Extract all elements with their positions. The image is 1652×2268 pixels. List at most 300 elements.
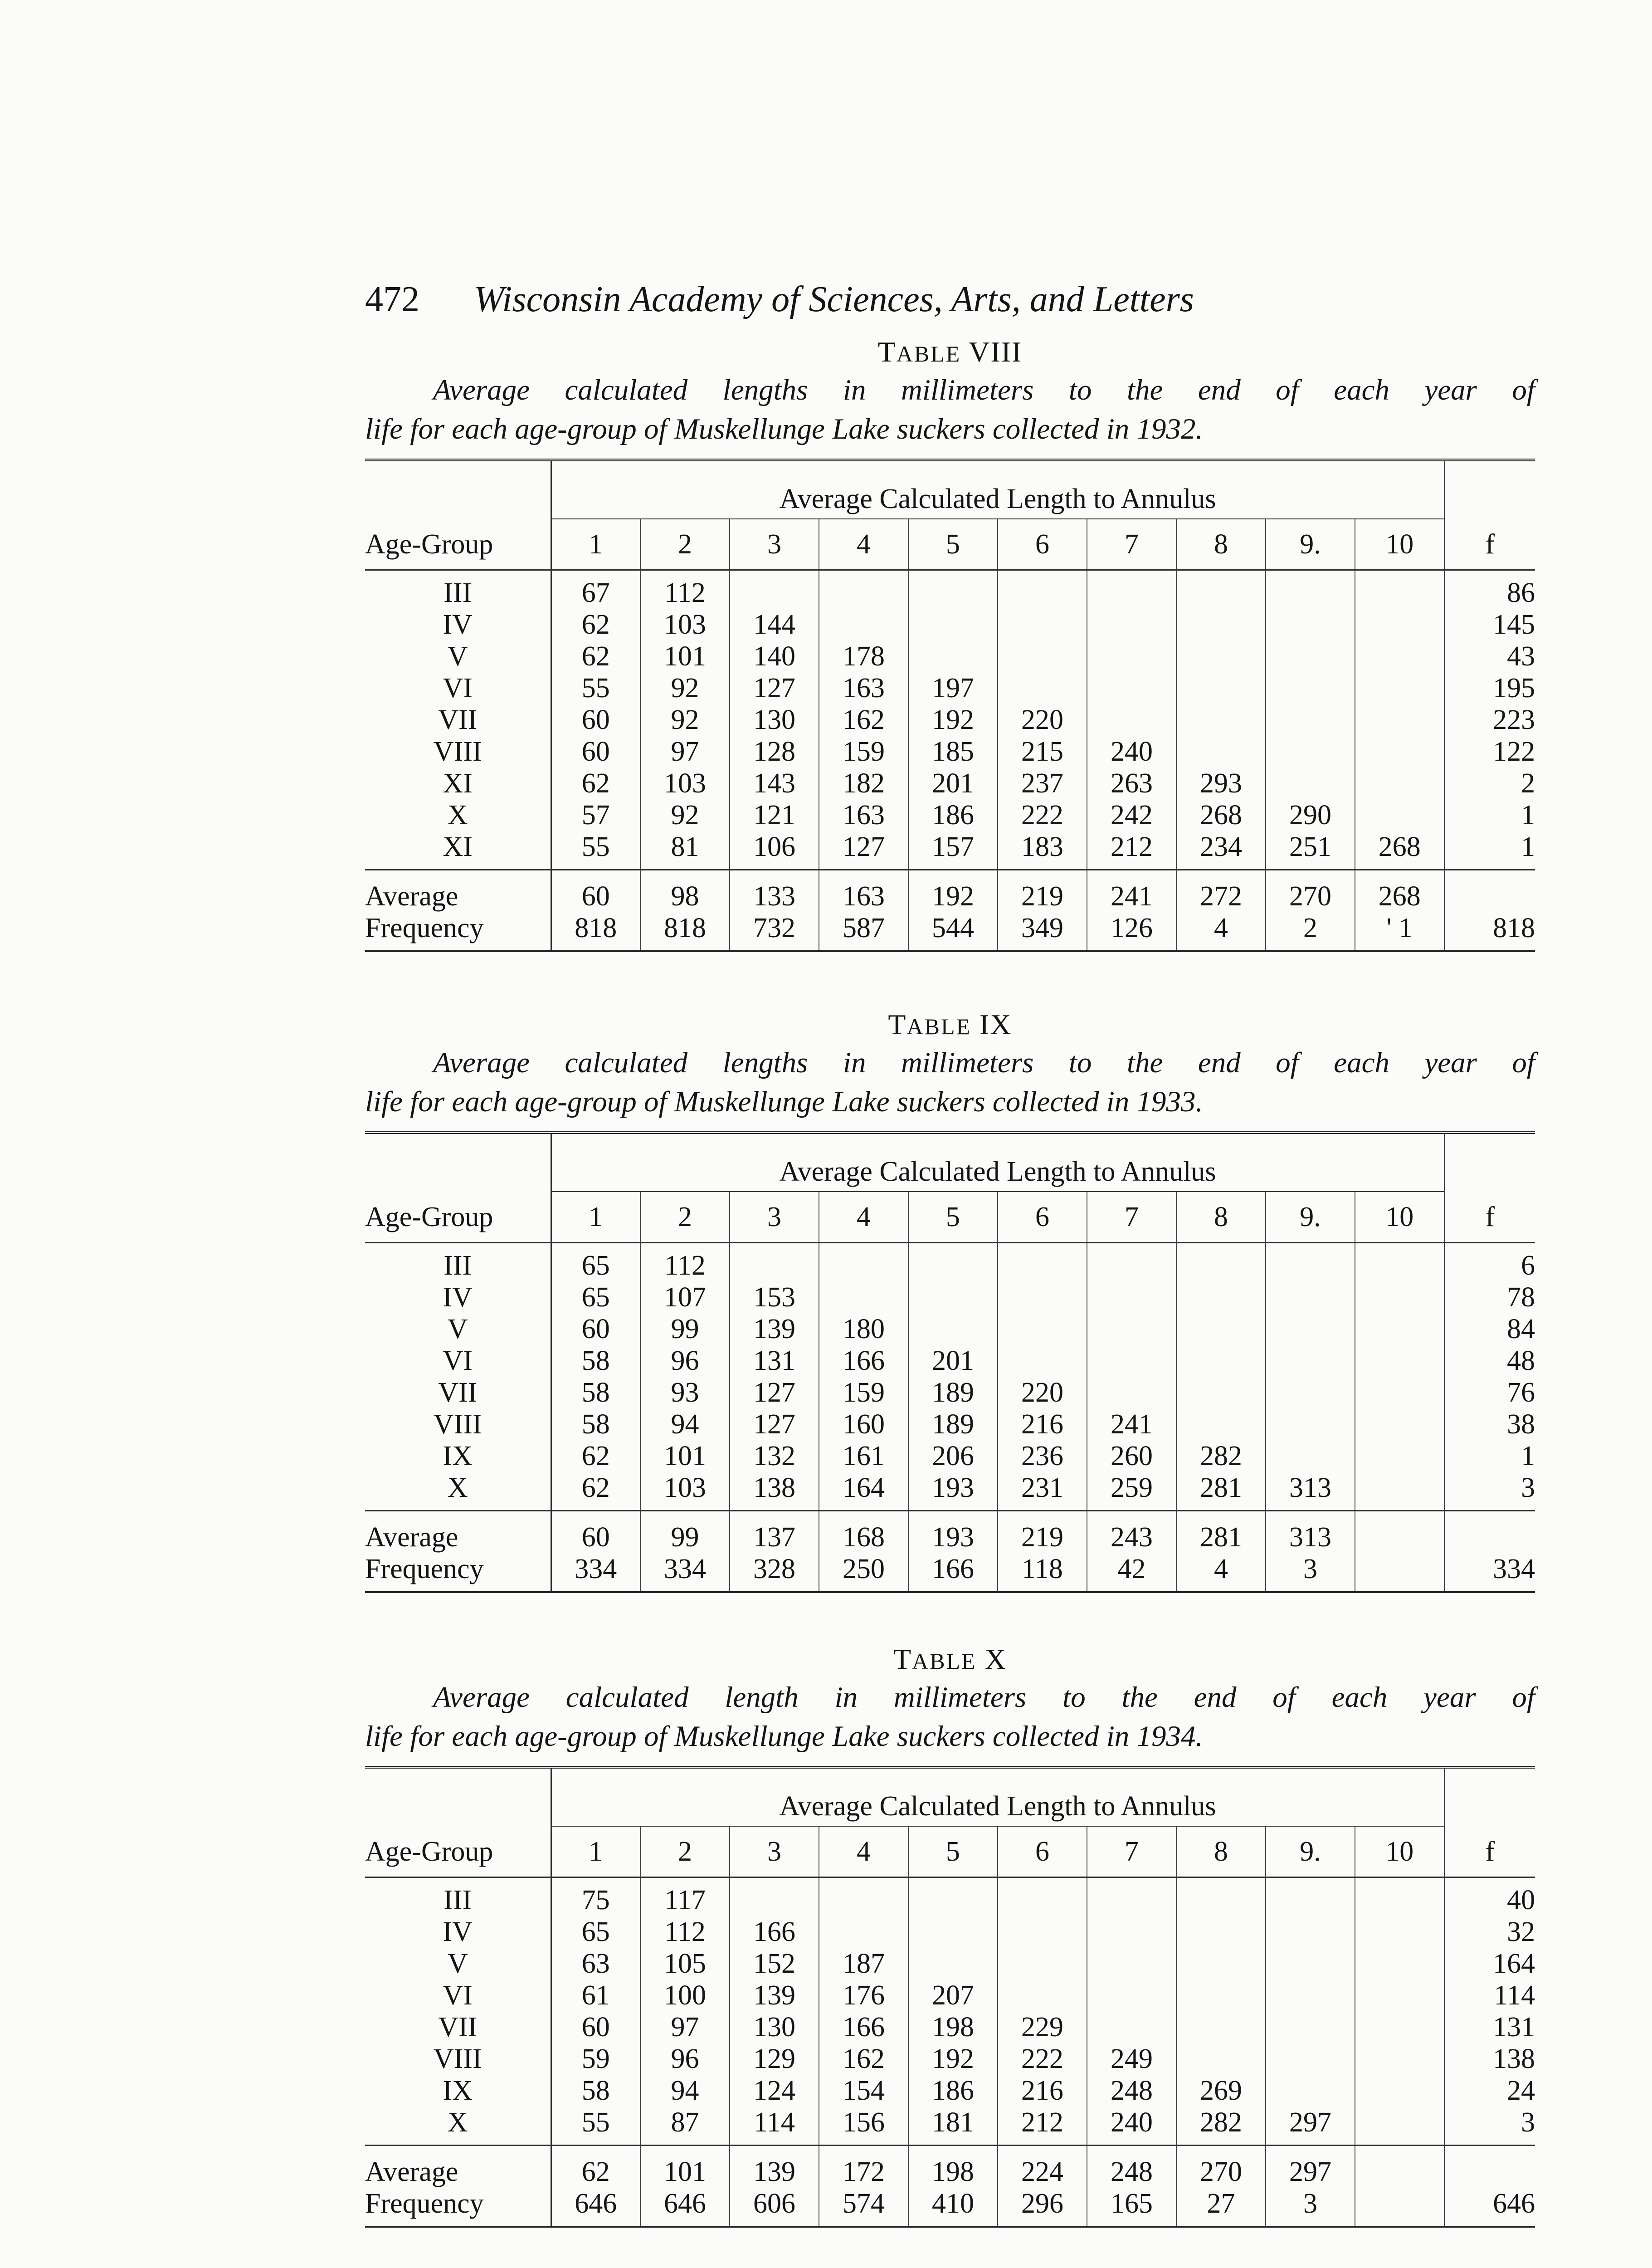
table-row: [365, 704, 1535, 736]
age-group-cell: VII: [365, 704, 551, 736]
length-cell: [1176, 2043, 1266, 2075]
length-cell: [1266, 1345, 1355, 1377]
length-cell: 58: [551, 1408, 640, 1440]
summary-cell: 241: [1087, 870, 1176, 913]
length-cell: 193: [908, 1472, 998, 1511]
length-cell: 212: [1087, 831, 1176, 870]
length-cell: 100: [640, 1980, 730, 2011]
table-row: [365, 640, 1535, 672]
length-cell: [1266, 767, 1355, 799]
length-cell: [1087, 640, 1176, 672]
length-cell: 212: [998, 2107, 1087, 2146]
length-cell: 236: [998, 1440, 1087, 1472]
length-cell: [1176, 672, 1266, 704]
page-header: [365, 279, 1535, 320]
header-row: [365, 1133, 1535, 1192]
length-cell: [908, 1243, 998, 1282]
length-cell: [998, 1877, 1087, 1916]
summary-cell: 349: [998, 912, 1087, 951]
length-cell: 94: [640, 1408, 730, 1440]
summary-cell: 3: [1266, 1553, 1355, 1592]
summary-cell: 334: [551, 1553, 640, 1592]
table-ix-block: [365, 1006, 1535, 1593]
table-row: [365, 799, 1535, 831]
table-row: [365, 1472, 1535, 1511]
header-blank: [365, 1767, 551, 1826]
col-header-annulus: 3: [730, 519, 819, 570]
length-cell: [998, 609, 1087, 640]
length-cell: 269: [1176, 2075, 1266, 2107]
data-table: [365, 459, 1535, 952]
summary-cell: 646: [551, 2188, 640, 2227]
frequency-f-cell: 40: [1444, 1877, 1535, 1916]
table-row: [365, 1877, 1535, 1916]
length-cell: 103: [640, 767, 730, 799]
length-cell: 263: [1087, 767, 1176, 799]
frequency-row: [365, 912, 1535, 951]
table-row: [365, 2043, 1535, 2075]
col-header-annulus: 5: [908, 519, 998, 570]
col-header-age-group: Age-Group: [365, 519, 551, 570]
summary-cell: 101: [640, 2146, 730, 2188]
table-viii-block: [365, 333, 1535, 952]
length-cell: 129: [730, 2043, 819, 2075]
table-row: [365, 1243, 1535, 1282]
length-cell: 121: [730, 799, 819, 831]
data-table: [365, 1766, 1535, 2228]
length-cell: 130: [730, 704, 819, 736]
length-cell: 282: [1176, 1440, 1266, 1472]
summary-cell: 168: [819, 1511, 908, 1554]
length-cell: 197: [908, 672, 998, 704]
length-cell: 144: [730, 609, 819, 640]
length-cell: 127: [730, 1377, 819, 1408]
length-cell: 60: [551, 2011, 640, 2043]
length-cell: 65: [551, 1281, 640, 1313]
length-cell: 138: [730, 1472, 819, 1511]
header-row: [365, 460, 1535, 519]
age-group-cell: III: [365, 1877, 551, 1916]
summary-cell: 133: [730, 870, 819, 913]
summary-cell: [1355, 2146, 1444, 2188]
length-cell: 96: [640, 2043, 730, 2075]
summary-cell: 163: [819, 870, 908, 913]
length-cell: [1266, 1916, 1355, 1948]
summary-cell: 172: [819, 2146, 908, 2188]
length-cell: [908, 640, 998, 672]
frequency-f-cell: 195: [1444, 672, 1535, 704]
length-cell: 248: [1087, 2075, 1176, 2107]
length-cell: 240: [1087, 2107, 1176, 2146]
length-cell: [819, 570, 908, 609]
length-cell: [1087, 1313, 1176, 1345]
length-cell: 201: [908, 767, 998, 799]
length-cell: [1266, 1980, 1355, 2011]
frequency-f-cell: 122: [1444, 736, 1535, 767]
length-cell: 87: [640, 2107, 730, 2146]
length-cell: 186: [908, 799, 998, 831]
table-row: [365, 767, 1535, 799]
length-cell: 55: [551, 831, 640, 870]
summary-f-cell: [1444, 2146, 1535, 2188]
length-cell: [998, 570, 1087, 609]
length-cell: [1176, 736, 1266, 767]
length-cell: 97: [640, 2011, 730, 2043]
frequency-f-cell: 48: [1444, 1345, 1535, 1377]
length-cell: 124: [730, 2075, 819, 2107]
summary-cell: 297: [1266, 2146, 1355, 2188]
length-cell: 58: [551, 2075, 640, 2107]
length-cell: 63: [551, 1948, 640, 1980]
length-cell: 62: [551, 1472, 640, 1511]
table-title: [365, 1006, 1535, 1043]
length-cell: [1355, 672, 1444, 704]
frequency-f-cell: 164: [1444, 1948, 1535, 1980]
col-header-annulus: 9.: [1266, 1192, 1355, 1243]
length-cell: 92: [640, 672, 730, 704]
length-cell: [1087, 704, 1176, 736]
length-cell: 241: [1087, 1408, 1176, 1440]
length-cell: 259: [1087, 1472, 1176, 1511]
length-cell: [1087, 672, 1176, 704]
length-cell: [998, 1345, 1087, 1377]
header-span-label: Average Calculated Length to Annulus: [551, 1133, 1444, 1192]
table-row: [365, 1948, 1535, 1980]
length-cell: [908, 570, 998, 609]
summary-cell: 818: [551, 912, 640, 951]
age-group-cell: VI: [365, 1345, 551, 1377]
length-cell: [1176, 570, 1266, 609]
length-cell: 222: [998, 799, 1087, 831]
length-cell: 112: [640, 1916, 730, 1948]
length-cell: [1266, 2075, 1355, 2107]
summary-cell: 646: [640, 2188, 730, 2227]
length-cell: 152: [730, 1948, 819, 1980]
length-cell: [908, 1281, 998, 1313]
length-cell: 231: [998, 1472, 1087, 1511]
length-cell: 163: [819, 799, 908, 831]
length-cell: 112: [640, 570, 730, 609]
length-cell: 268: [1176, 799, 1266, 831]
age-group-cell: III: [365, 1243, 551, 1282]
data-table: [365, 1131, 1535, 1593]
length-cell: 132: [730, 1440, 819, 1472]
length-cell: 251: [1266, 831, 1355, 870]
length-cell: 189: [908, 1377, 998, 1408]
table-x-block: [365, 1641, 1535, 2228]
summary-cell: 410: [908, 2188, 998, 2227]
length-cell: [1355, 1980, 1444, 2011]
age-group-cell: IV: [365, 1281, 551, 1313]
table-row: [365, 1313, 1535, 1345]
length-cell: 160: [819, 1408, 908, 1440]
length-cell: [1176, 704, 1266, 736]
length-cell: 93: [640, 1377, 730, 1408]
caption-line: Average calculated lengths in millimeters to the end of each year of: [433, 374, 1535, 406]
table-row: [365, 1345, 1535, 1377]
length-cell: 153: [730, 1281, 819, 1313]
summary-f-cell: [1444, 870, 1535, 913]
length-cell: [998, 1916, 1087, 1948]
length-cell: [1176, 1916, 1266, 1948]
summary-cell: 243: [1087, 1511, 1176, 1554]
caption-line: Average calculated lengths in millimeters to the end of each year of: [433, 1046, 1535, 1079]
length-cell: [998, 1243, 1087, 1282]
summary-cell: 732: [730, 912, 819, 951]
length-cell: 101: [640, 1440, 730, 1472]
age-group-cell: VIII: [365, 2043, 551, 2075]
length-cell: 163: [819, 672, 908, 704]
frequency-f-cell: 6: [1444, 1243, 1535, 1282]
summary-cell: 42: [1087, 1553, 1176, 1592]
length-cell: 112: [640, 1243, 730, 1282]
summary-cell: 118: [998, 1553, 1087, 1592]
col-header-annulus: 2: [640, 519, 730, 570]
summary-cell: 313: [1266, 1511, 1355, 1554]
frequency-f-cell: 138: [1444, 2043, 1535, 2075]
length-cell: 92: [640, 704, 730, 736]
length-cell: 103: [640, 1472, 730, 1511]
length-cell: 164: [819, 1472, 908, 1511]
summary-cell: 250: [819, 1553, 908, 1592]
length-cell: 139: [730, 1980, 819, 2011]
length-cell: [1355, 609, 1444, 640]
length-cell: [730, 570, 819, 609]
length-cell: 182: [819, 767, 908, 799]
caption-line: life for each age-group of Muskellunge Lake suckers collected in 1932.: [365, 413, 1203, 445]
col-header-annulus: 9.: [1266, 1826, 1355, 1877]
summary-cell: 281: [1176, 1511, 1266, 1554]
table-title-number: X: [984, 1643, 1007, 1675]
summary-cell: 818: [640, 912, 730, 951]
length-cell: [1176, 1377, 1266, 1408]
length-cell: 61: [551, 1980, 640, 2011]
summary-cell: 224: [998, 2146, 1087, 2188]
header-row: [365, 1767, 1535, 1826]
length-cell: 281: [1176, 1472, 1266, 1511]
length-cell: 58: [551, 1377, 640, 1408]
length-cell: [908, 1916, 998, 1948]
col-header-annulus: 10: [1355, 1192, 1444, 1243]
summary-cell: 166: [908, 1553, 998, 1592]
col-header-annulus: 9.: [1266, 519, 1355, 570]
table-title-word: ABLE: [896, 341, 961, 367]
table-title-prefix: T: [888, 1008, 907, 1041]
col-header-annulus: 2: [640, 1826, 730, 1877]
summary-cell: 4: [1176, 1553, 1266, 1592]
col-header-annulus: 4: [819, 1826, 908, 1877]
summary-f-cell: 818: [1444, 912, 1535, 951]
summary-cell: 165: [1087, 2188, 1176, 2227]
age-group-cell: VII: [365, 2011, 551, 2043]
length-cell: 249: [1087, 2043, 1176, 2075]
length-cell: 55: [551, 672, 640, 704]
length-cell: 159: [819, 736, 908, 767]
column-header-row: [365, 1826, 1535, 1877]
length-cell: 159: [819, 1377, 908, 1408]
length-cell: [1176, 640, 1266, 672]
summary-cell: 62: [551, 2146, 640, 2188]
length-cell: [1087, 2011, 1176, 2043]
length-cell: 297: [1266, 2107, 1355, 2146]
col-header-annulus: 8: [1176, 519, 1266, 570]
length-cell: [1355, 2011, 1444, 2043]
frequency-f-cell: 1: [1444, 799, 1535, 831]
length-cell: [1087, 609, 1176, 640]
length-cell: 234: [1176, 831, 1266, 870]
table-row: [365, 736, 1535, 767]
length-cell: 290: [1266, 799, 1355, 831]
length-cell: [1355, 1440, 1444, 1472]
length-cell: 222: [998, 2043, 1087, 2075]
length-cell: 130: [730, 2011, 819, 2043]
length-cell: [1087, 1243, 1176, 1282]
col-header-annulus: 7: [1087, 1192, 1176, 1243]
length-cell: [998, 672, 1087, 704]
col-header-annulus: 6: [998, 1192, 1087, 1243]
summary-cell: 574: [819, 2188, 908, 2227]
table-title-prefix: T: [893, 1643, 912, 1675]
col-header-annulus: 6: [998, 519, 1087, 570]
length-cell: 216: [998, 2075, 1087, 2107]
journal-title: Wisconsin Academy of Sciences, Arts, and Letters: [474, 279, 1194, 319]
length-cell: [819, 1243, 908, 1282]
col-header-f: f: [1444, 1192, 1535, 1243]
length-cell: 166: [819, 2011, 908, 2043]
length-cell: [1266, 2011, 1355, 2043]
length-cell: [1176, 1980, 1266, 2011]
length-cell: 99: [640, 1313, 730, 1345]
col-header-annulus: 10: [1355, 519, 1444, 570]
summary-cell: 27: [1176, 2188, 1266, 2227]
table-title-word: ABLE: [906, 1014, 972, 1039]
table-row: [365, 831, 1535, 870]
header-span-label: Average Calculated Length to Annulus: [551, 1767, 1444, 1826]
length-cell: 189: [908, 1408, 998, 1440]
column-header-row: [365, 1192, 1535, 1243]
col-header-annulus: 6: [998, 1826, 1087, 1877]
col-header-annulus: 4: [819, 519, 908, 570]
age-group-cell: VII: [365, 1377, 551, 1408]
length-cell: [998, 1948, 1087, 1980]
length-cell: [1355, 799, 1444, 831]
length-cell: 60: [551, 1313, 640, 1345]
col-header-age-group: Age-Group: [365, 1826, 551, 1877]
header-blank: [1444, 1767, 1535, 1826]
length-cell: [1266, 736, 1355, 767]
frequency-f-cell: 3: [1444, 1472, 1535, 1511]
length-cell: 58: [551, 1345, 640, 1377]
length-cell: 242: [1087, 799, 1176, 831]
length-cell: [998, 1313, 1087, 1345]
summary-cell: 270: [1176, 2146, 1266, 2188]
length-cell: [1266, 640, 1355, 672]
col-header-annulus: 8: [1176, 1192, 1266, 1243]
frequency-f-cell: 78: [1444, 1281, 1535, 1313]
summary-f-cell: [1444, 1511, 1535, 1554]
table-row: [365, 609, 1535, 640]
table-row: [365, 1408, 1535, 1440]
length-cell: 220: [998, 704, 1087, 736]
length-cell: [1266, 1377, 1355, 1408]
length-cell: 229: [998, 2011, 1087, 2043]
frequency-row: [365, 1553, 1535, 1592]
length-cell: 166: [730, 1916, 819, 1948]
table-title: [365, 333, 1535, 371]
header-span-label: Average Calculated Length to Annulus: [551, 460, 1444, 519]
frequency-f-cell: 43: [1444, 640, 1535, 672]
length-cell: 162: [819, 2043, 908, 2075]
caption-line: Average calculated length in millimeters to the end of each year of: [433, 1681, 1535, 1714]
summary-cell: 606: [730, 2188, 819, 2227]
length-cell: [1266, 1243, 1355, 1282]
summary-cell: 4: [1176, 912, 1266, 951]
length-cell: 62: [551, 1440, 640, 1472]
summary-cell: 268: [1355, 870, 1444, 913]
length-cell: 268: [1355, 831, 1444, 870]
col-header-annulus: 1: [551, 519, 640, 570]
length-cell: 101: [640, 640, 730, 672]
length-cell: 96: [640, 1345, 730, 1377]
length-cell: 166: [819, 1345, 908, 1377]
length-cell: [1266, 1313, 1355, 1345]
table-row: [365, 1980, 1535, 2011]
length-cell: [1176, 1313, 1266, 1345]
length-cell: 207: [908, 1980, 998, 2011]
length-cell: 127: [730, 1408, 819, 1440]
length-cell: 215: [998, 736, 1087, 767]
table-title-number: VIII: [969, 336, 1023, 368]
table-title: [365, 1641, 1535, 1678]
length-cell: 59: [551, 2043, 640, 2075]
length-cell: [1355, 1877, 1444, 1916]
average-row: [365, 870, 1535, 913]
summary-f-cell: 334: [1444, 1553, 1535, 1592]
length-cell: 139: [730, 1313, 819, 1345]
summary-cell: 98: [640, 870, 730, 913]
summary-label: Frequency: [365, 2188, 551, 2227]
frequency-f-cell: 2: [1444, 767, 1535, 799]
length-cell: 140: [730, 640, 819, 672]
summary-f-cell: 646: [1444, 2188, 1535, 2227]
length-cell: 187: [819, 1948, 908, 1980]
length-cell: 313: [1266, 1472, 1355, 1511]
length-cell: [908, 1313, 998, 1345]
length-cell: 117: [640, 1877, 730, 1916]
length-cell: [819, 1877, 908, 1916]
col-header-annulus: 1: [551, 1826, 640, 1877]
frequency-f-cell: 145: [1444, 609, 1535, 640]
length-cell: 183: [998, 831, 1087, 870]
length-cell: 62: [551, 640, 640, 672]
length-cell: [1266, 2043, 1355, 2075]
table-title-prefix: T: [877, 336, 897, 368]
length-cell: [1087, 1377, 1176, 1408]
caption-line: life for each age-group of Muskellunge Lake suckers collected in 1934.: [365, 1720, 1203, 1753]
header-blank: [1444, 460, 1535, 519]
age-group-cell: V: [365, 1313, 551, 1345]
length-cell: [819, 1281, 908, 1313]
col-header-annulus: 3: [730, 1826, 819, 1877]
summary-cell: 198: [908, 2146, 998, 2188]
length-cell: 156: [819, 2107, 908, 2146]
length-cell: 180: [819, 1313, 908, 1345]
summary-cell: 296: [998, 2188, 1087, 2227]
summary-cell: 3: [1266, 2188, 1355, 2227]
summary-cell: 60: [551, 870, 640, 913]
length-cell: [1355, 570, 1444, 609]
summary-cell: [1355, 1511, 1444, 1554]
